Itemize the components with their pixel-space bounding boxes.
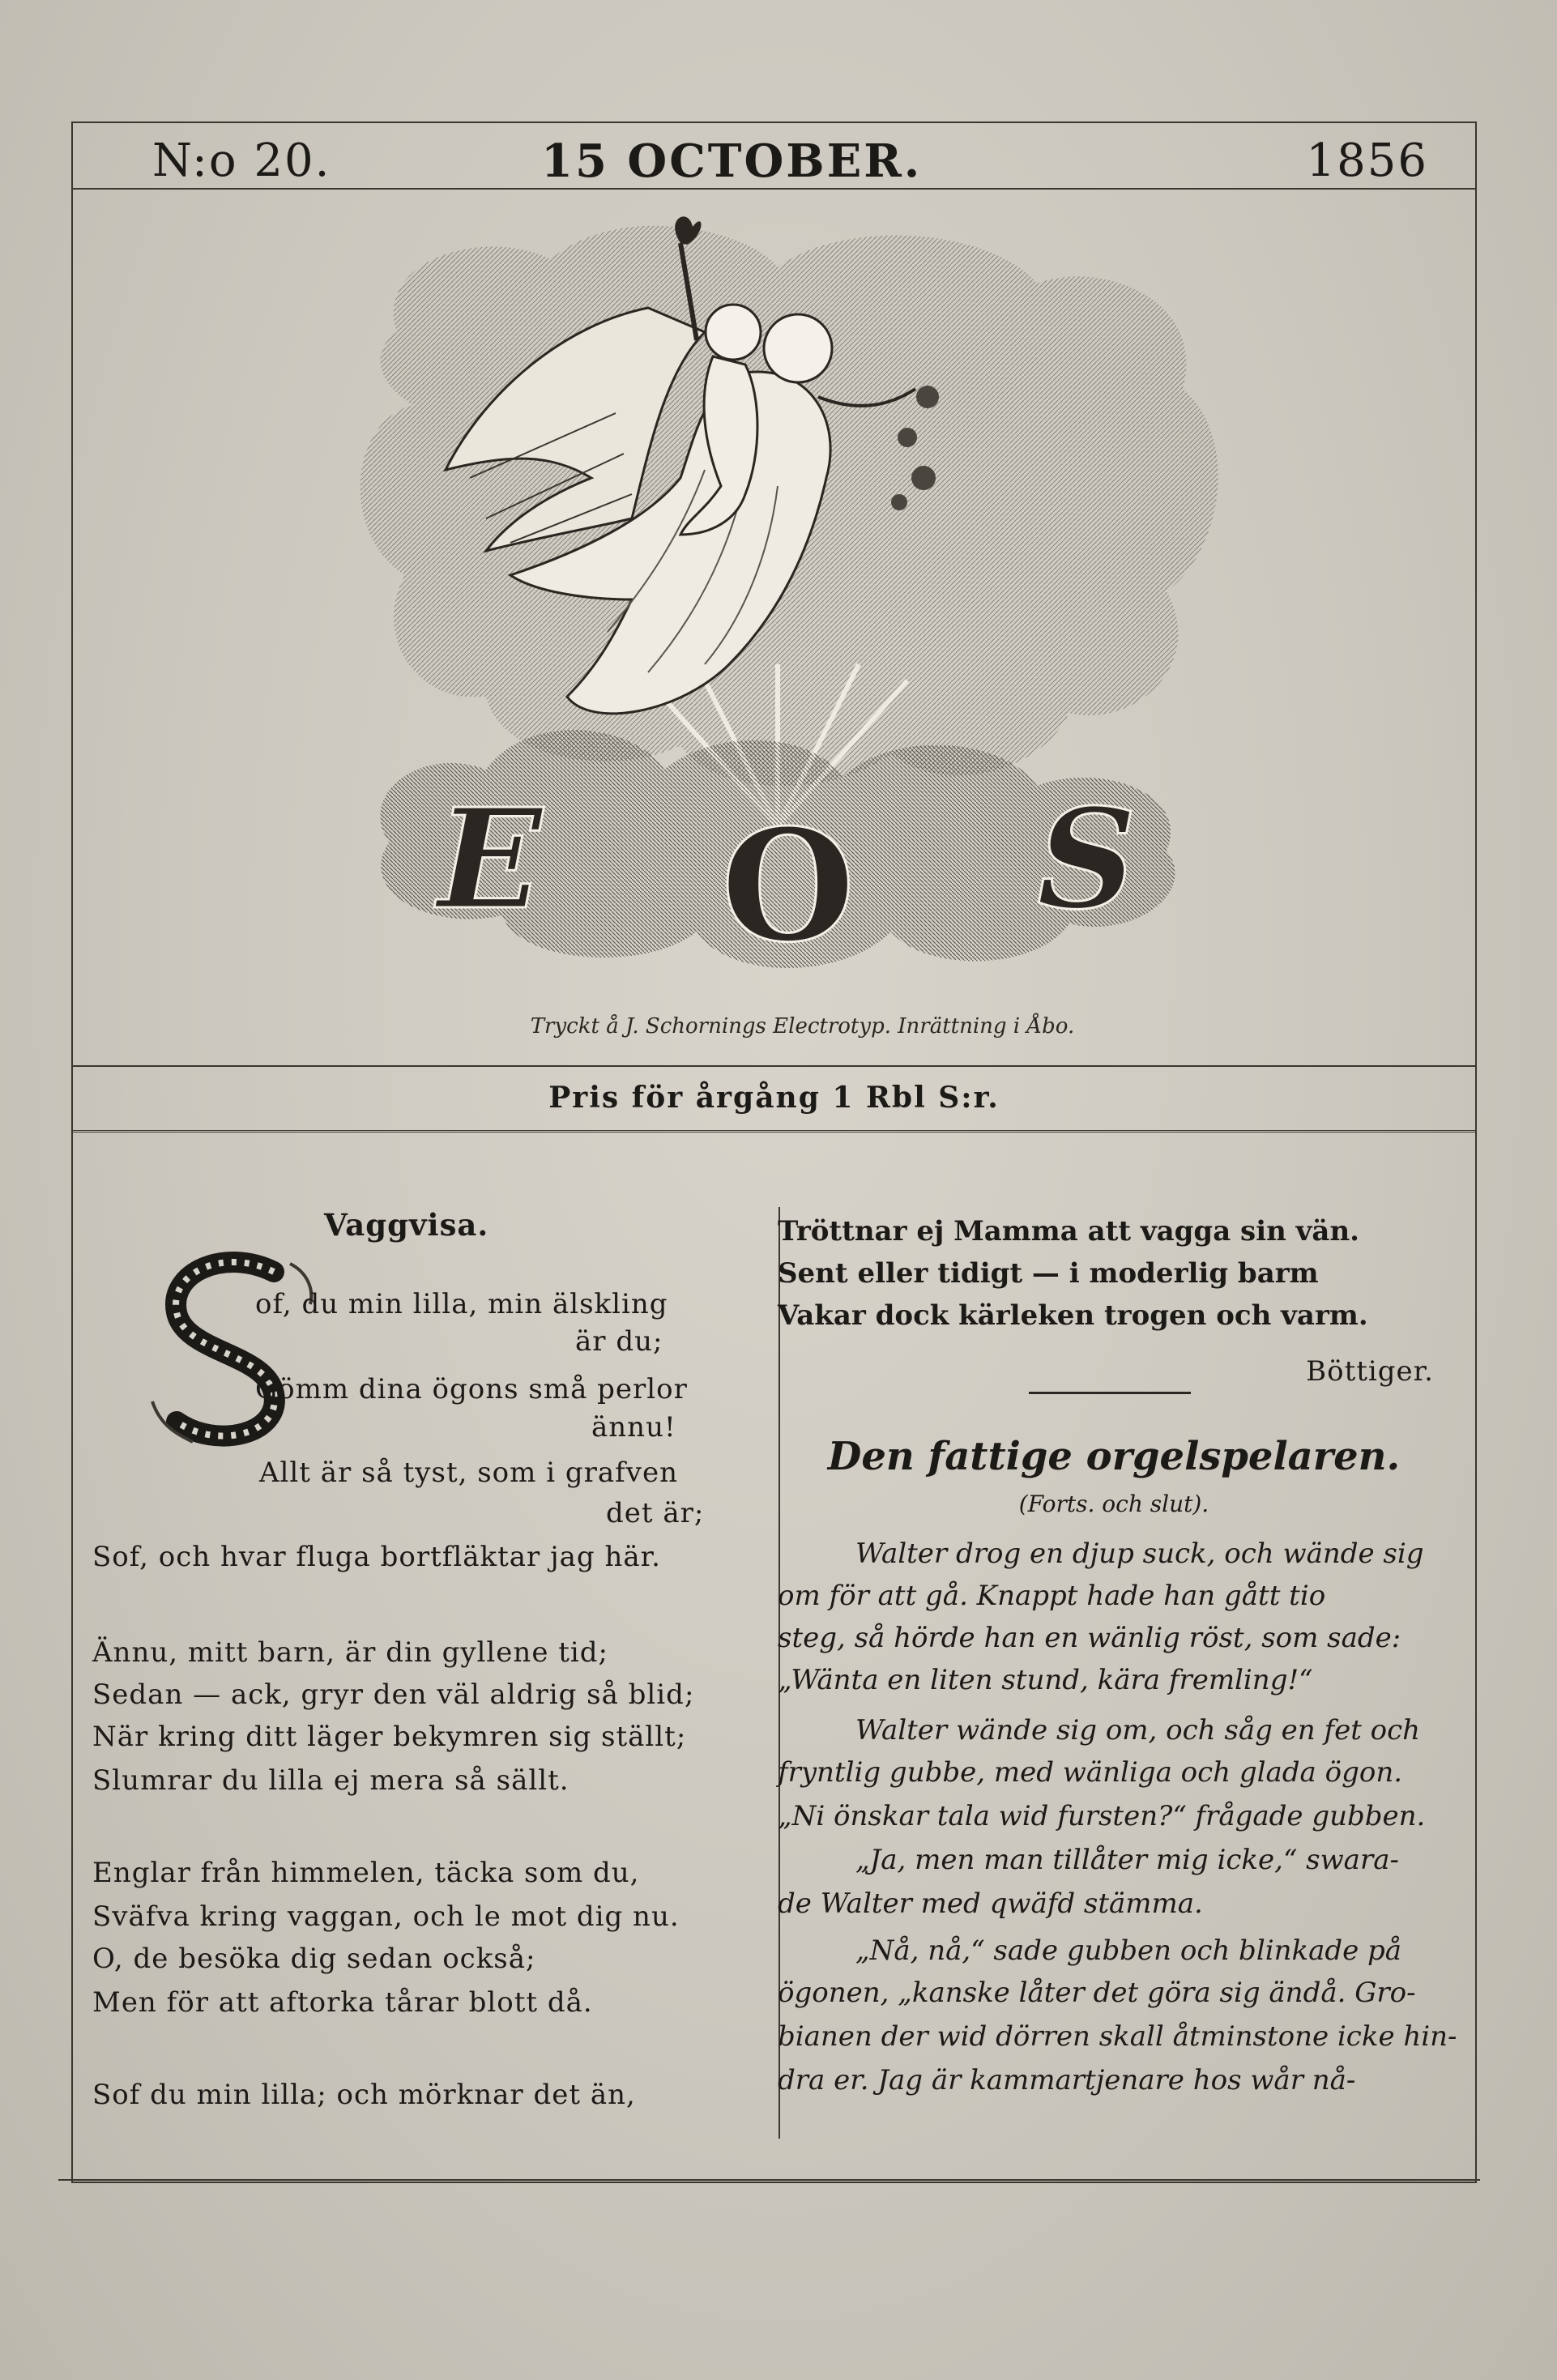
angel-head (764, 314, 832, 382)
issue-year: 1856 (1306, 134, 1428, 187)
poem-end-line: Tröttnar ej Mamma att vagga sin vän. (778, 1215, 1360, 1248)
article-line: om för att gå. Knappt hade han gått tio (778, 1580, 1326, 1612)
article-line: de Walter med qwäfd stämma. (778, 1887, 1203, 1920)
masthead (71, 122, 1477, 190)
rule (1029, 1392, 1191, 1394)
title-letter-e: E (437, 778, 543, 940)
poem-line: O, de besöka dig sedan också; (92, 1943, 536, 1975)
poem-line: det är; (606, 1497, 705, 1529)
poem-signature: Böttiger. (1306, 1355, 1434, 1388)
poem-line: Sof, och hvar fluga bortfläktar jag här. (92, 1541, 661, 1573)
article-line: „Nå, nå,“ sade gubben och blinkade på (855, 1934, 1402, 1967)
poem-line: Allt är så tyst, som i grafven (259, 1457, 678, 1489)
poem-line: Sväfva kring vaggan, och le mot dig nu. (92, 1900, 680, 1933)
poem-line: Sof du min lilla; och mörknar det än, (92, 2079, 636, 2111)
article-line: dra er. Jag är kammartjenare hos wår nå- (778, 2064, 1356, 2096)
poem-line: Englar från himmelen, täcka som du, (92, 1857, 640, 1889)
poem-line: Slumrar du lilla ej mera så sällt. (92, 1764, 569, 1797)
issue-date: 15 OCTOBER. (541, 134, 923, 188)
drop-cap-s-icon (128, 1239, 331, 1450)
article-line: Walter drog en djup suck, och wände sig (855, 1538, 1424, 1570)
title-letter-s: S (1037, 778, 1137, 940)
title-letter-o: O (721, 795, 855, 976)
article-line: fryntlig gubbe, med wänliga och glada ögon. (778, 1756, 1403, 1789)
poem-title: Vaggvisa. (324, 1207, 489, 1243)
poem-line: ännu! (591, 1411, 676, 1444)
poem-line: är du; (575, 1325, 663, 1358)
rule (71, 1065, 1477, 1067)
poem-line: När kring ditt läger bekymren sig ställt; (92, 1721, 687, 1753)
rule (58, 2179, 1480, 2181)
rule (71, 1130, 1477, 1132)
article-line: Walter wände sig om, och såg en fet och (855, 1714, 1421, 1747)
article-line: ögonen, „kanske låter det göra sig ändå. Gro- (778, 1977, 1416, 2009)
article-title: Den fattige orgelspelaren. (827, 1434, 1401, 1479)
poem-line: Men för att aftorka tårar blott då. (92, 1986, 593, 2019)
issue-number: N:o 20. (152, 134, 331, 187)
child-head (706, 305, 761, 360)
article-line: „Ni önskar tala wid fursten?“ frågade gubben. (778, 1800, 1426, 1832)
masthead-illustration (324, 211, 1280, 1037)
subscription-price: Pris för årgång 1 Rbl S:r. (548, 1081, 1000, 1115)
poem-line: Ännu, mitt barn, är din gyllene tid; (92, 1636, 609, 1669)
printer-credit: Tryckt å J. Schornings Electrotyp. Inrättning i Åbo. (530, 1014, 1075, 1039)
article-line: bianen der wid dörren skall åtminstone icke hin- (778, 2020, 1457, 2053)
poem-end-line: Vakar dock kärleken trogen och varm. (778, 1299, 1368, 1332)
article-line: „Ja, men man tillåter mig icke,“ swara- (855, 1844, 1399, 1876)
article-subtitle: (Forts. och slut). (1018, 1491, 1209, 1517)
article-line: steg, så hörde han en wänlig röst, som sade: (778, 1622, 1401, 1654)
poem-line: Gömm dina ögons små perlor (255, 1373, 688, 1405)
poem-end-line: Sent eller tidigt — i moderlig barm (778, 1257, 1319, 1290)
poem-line: of, du min lilla, min älskling (255, 1288, 668, 1320)
article-line: „Wänta en liten stund, kära fremling!“ (778, 1664, 1313, 1696)
poem-line: Sedan — ack, gryr den väl aldrig så blid; (92, 1678, 695, 1711)
